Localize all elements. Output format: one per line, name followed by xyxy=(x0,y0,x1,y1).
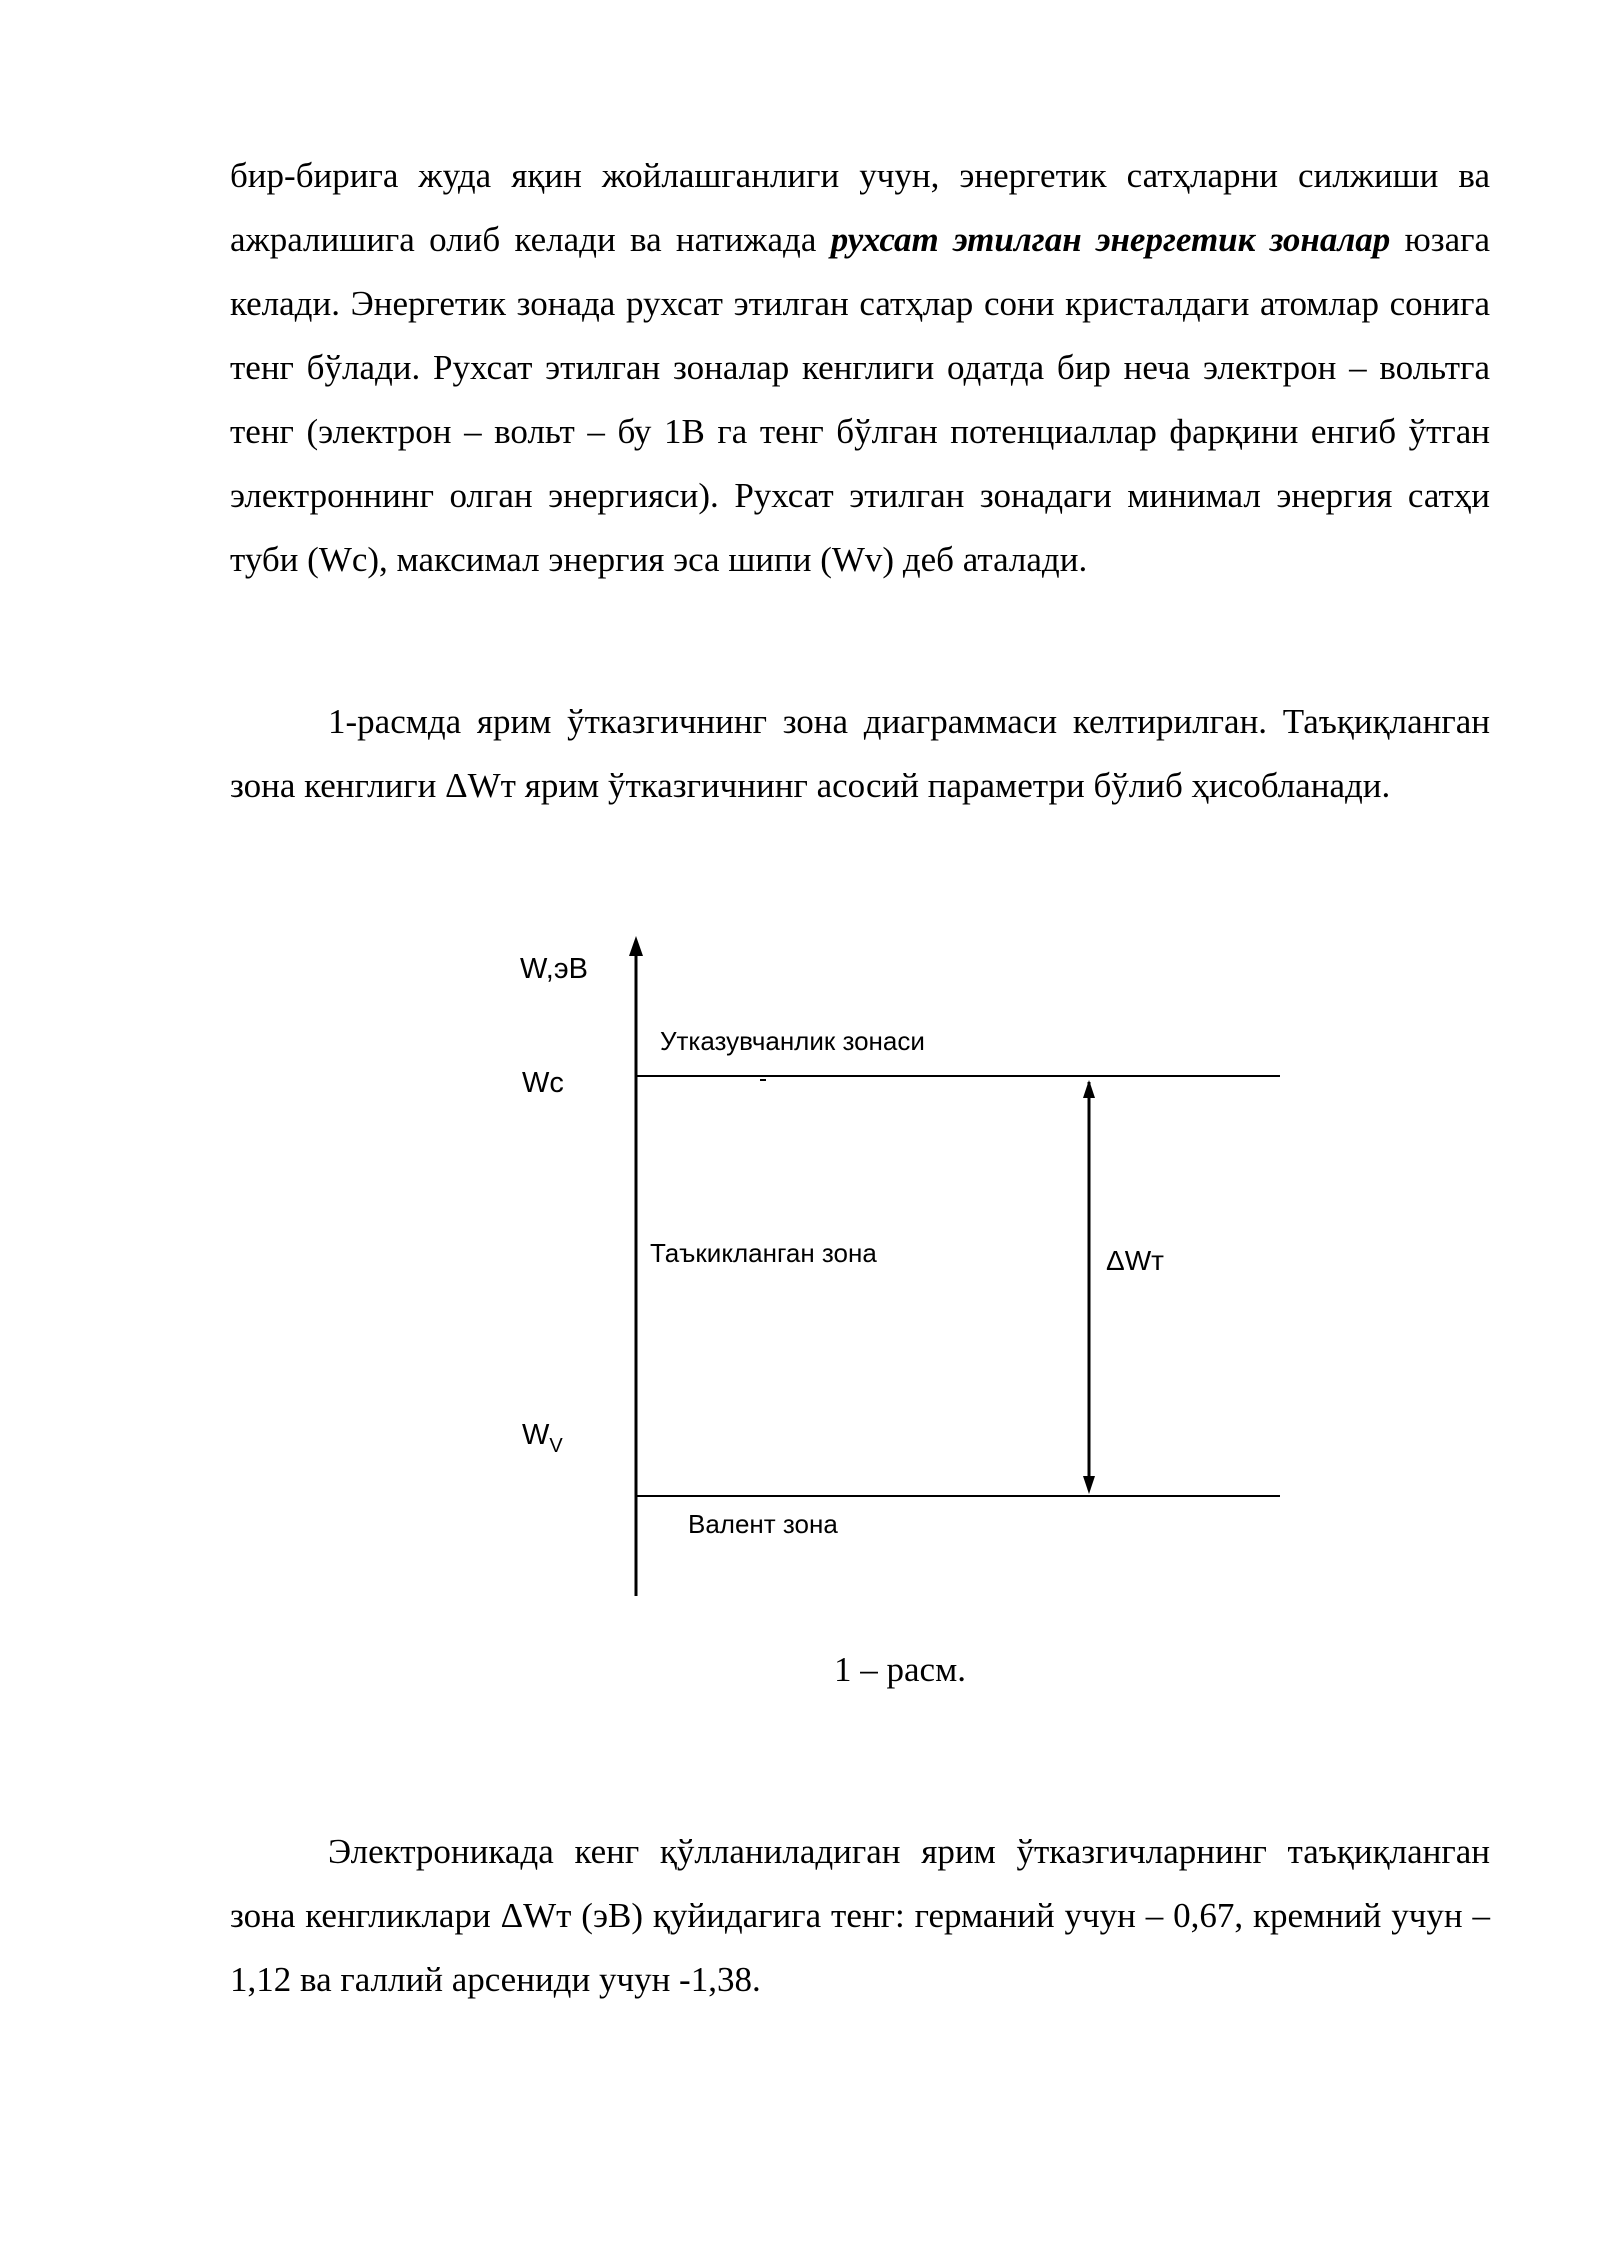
figure-caption: 1 – расм. xyxy=(834,1650,966,1689)
paragraph-1 xyxy=(230,144,1490,592)
wv-label xyxy=(522,1419,563,1457)
paragraph-1-text-end: юзага келади. Энергетик зонада рухсат этилган сатҳлар сони кристалдаги атомлар сонига тенг бўлади. Рухсат этилган зоналар кенглиги одатда бир неча электрон – вольтга тенг (электрон – вольт – бу 1В га тенг бўлган потенциаллар фарқини енгиб ўтган электроннинг олган энергияси). Рухсат этилган зонадаги минимал энергия сатҳи туби (Wс), максимал энергия эса шипи (Wv) деб аталади. xyxy=(230,220,1490,579)
band-gap-label: ΔWт xyxy=(1106,1245,1164,1276)
paragraph-1-text-start: бир-бирига жуда яқин жойлашганлиги учун, энергетик сатҳларни силжиши ва ажралишига олиб келади ва натижада xyxy=(230,156,1490,259)
paragraph-2 xyxy=(230,690,1490,818)
paragraph-3 xyxy=(230,1820,1490,2012)
conduction-zone-label: Утказувчанлик зонаси xyxy=(660,1026,925,1056)
wv-label-main: W xyxy=(522,1419,550,1451)
wv-label-subscript: V xyxy=(549,1435,563,1457)
allowed-energy-zones-term: рухсат этилган энергетик зоналар xyxy=(830,220,1391,259)
paragraph-2-text: 1-расмда ярим ўтказгичнинг зона диаграммаси келтирилган. Таъқиқланган зона кенглиги ΔWт ярим ўтказгичнинг асосий параметри бўлиб ҳисобланади. xyxy=(230,702,1490,805)
band-gap-arrow-bottom-icon xyxy=(1083,1476,1095,1494)
energy-axis-arrow-icon xyxy=(629,936,643,956)
energy-axis-label: W,эВ xyxy=(520,953,588,985)
band-gap-arrow-top-icon xyxy=(1083,1080,1095,1098)
forbidden-zone-label: Таъкикланган зона xyxy=(650,1238,877,1268)
wc-label: Wc xyxy=(522,1067,564,1099)
valence-zone-label: Валент зона xyxy=(688,1509,838,1539)
paragraph-3-text: Электроникада кенг қўлланиладиган ярим ўтказгичларнинг таъқиқланган зона кенгликлари ΔWт (эВ) қуйидагига тенг: германий учун – 0,67, кремний учун – 1,12 ва галлий арсениди учун -1,38. xyxy=(230,1832,1490,1999)
band-diagram xyxy=(500,930,1300,1610)
